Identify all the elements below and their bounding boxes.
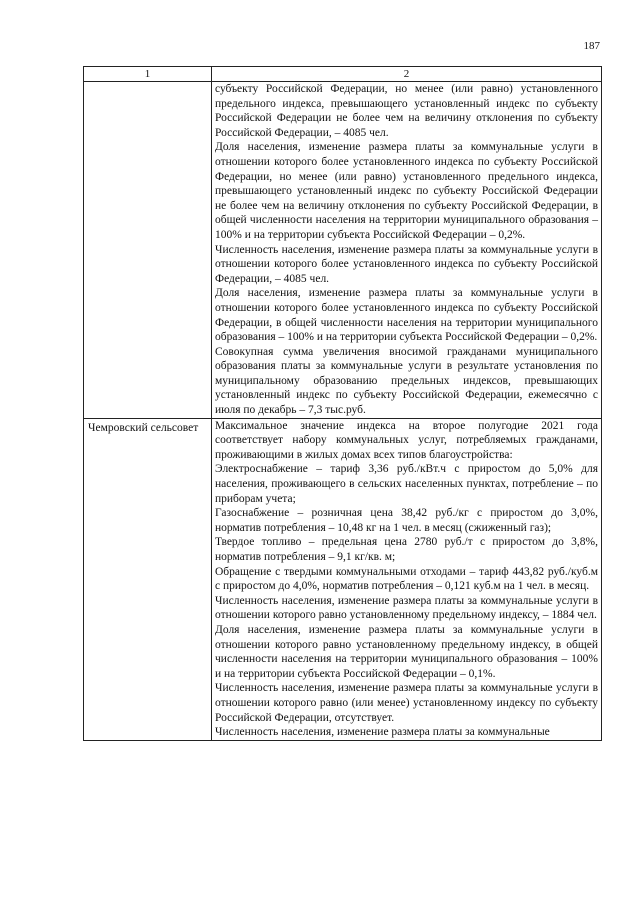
municipality-name-cell: Чемровский сельсовет [84, 418, 212, 740]
paragraph: Доля населения, изменение размера платы за коммунальные услуги в отношении которого равно установленному предельному индексу, в общей численности населения на территории муниципального образования – 100% и на территории субъекта Российской Федерации – 0,1%. [215, 623, 598, 680]
paragraph: Совокупная сумма увеличения вносимой гражданами муниципального образования платы за коммунальные услуги в результате установления по муниципальному образованию предельных индексов, превышающих установленный индекс по субъекту Российской Федерации, ежемесячно с июля по декабрь – 7,3 тыс.руб. [215, 345, 598, 417]
paragraph: Электроснабжение – тариф 3,36 руб./кВт.ч с приростом до 5,0% для населения, проживающего в сельских населенных пунктах, потребление – по приборам учета; [215, 463, 598, 505]
paragraph: Твердое топливо – предельная цена 2780 руб./т с приростом до 3,8%, норматив потребления – 9,1 кг/кв. м; [215, 536, 598, 563]
paragraph: Численность населения, изменение размера платы за коммунальные услуги в отношении которого более установленного индекса по субъекту Российской Федерации, – 4085 чел. [215, 243, 598, 285]
paragraph: Численность населения, изменение размера платы за коммунальные услуги в отношении которого равно (или менее) установленному индексу по субъекту Российской Федерации, отсутствует. [215, 682, 598, 724]
column-header-1: 1 [84, 67, 212, 82]
document-table [83, 66, 602, 741]
paragraph: Доля населения, изменение размера платы за коммунальные услуги в отношении которого более установленного индекса по субъекту Российской Федерации, но менее (или равно) установленного предельного индекса, превышающего установленный индекс по субъекту Российской Федерации не более чем на величину отклонения по субъекту Российской Федерации, в общей численности населения на территории муниципального образования – 100% и на территории субъекта Российской Федерации – 0,2%. [215, 141, 598, 241]
paragraph: Численность населения, изменение размера платы за коммунальные [215, 726, 550, 739]
column-header-2: 2 [212, 67, 602, 82]
table-row [84, 82, 602, 419]
description-cell [212, 82, 602, 419]
paragraph: Доля населения, изменение размера платы за коммунальные услуги в отношении которого более установленного индекса по субъекту Российской Федерации, в общей численности населения на территории муниципального образования – 100% и на территории субъекта Российской Федерации – 0,2%. [215, 287, 598, 344]
municipality-name-cell [84, 82, 212, 419]
page-number: 187 [583, 40, 600, 52]
paragraph: Газоснабжение – розничная цена 38,42 руб./кг с приростом до 3,0%, норматив потребления – 10,48 кг на 1 чел. в месяц (сжиженный газ); [215, 507, 598, 534]
paragraph: Обращение с твердыми коммунальными отходами – тариф 443,82 руб./куб.м с приростом до 4,0%, норматив потребления – 0,121 куб.м на 1 чел. в месяц. [215, 565, 598, 593]
paragraph: субъекту Российской Федерации, но менее (или равно) установленного предельного индекса, превышающего установленный индекс по субъекту Российской Федерации не более чем на величину отклонения по субъекту Российской Федерации, – 4085 чел. [215, 83, 598, 139]
paragraph: Максимальное значение индекса на второе полугодие 2021 года соответствует набору коммунальных услуг, потребляемых гражданами, проживающими в жилых домах всех типов благоустройства: [215, 419, 598, 461]
paragraph: Численность населения, изменение размера платы за коммунальные услуги в отношении которого равно установленному предельному индексу, – 1884 чел. [215, 594, 598, 622]
table-row [84, 418, 602, 740]
description-cell [212, 418, 602, 740]
table-header-row [84, 67, 602, 82]
